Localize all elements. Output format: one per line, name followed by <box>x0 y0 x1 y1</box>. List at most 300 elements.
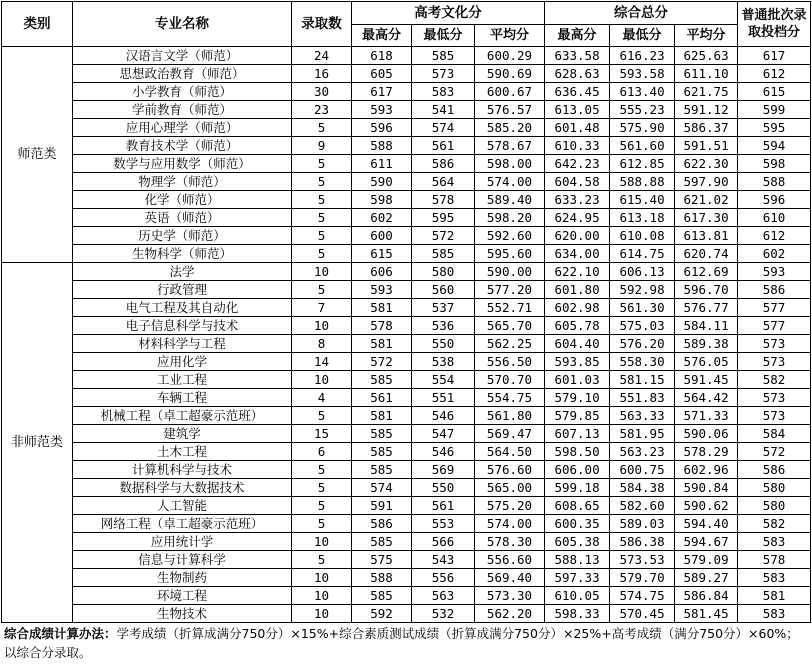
admission-score-table <box>1 1 811 623</box>
major-cell: 生物科学（师范） <box>73 245 292 263</box>
table-row <box>2 299 811 317</box>
gaokao-max-cell: 617 <box>352 83 412 101</box>
admitted-cell: 5 <box>292 461 352 479</box>
gaokao-min-cell: 595 <box>412 209 475 227</box>
composite-max-cell: 608.65 <box>545 497 610 515</box>
line-score-cell: 586 <box>738 281 811 299</box>
composite-avg-cell: 586.37 <box>675 119 738 137</box>
gaokao-max-cell: 585 <box>352 461 412 479</box>
admitted-cell: 5 <box>292 191 352 209</box>
composite-min-cell: 555.23 <box>610 101 675 119</box>
table-row <box>2 173 811 191</box>
composite-avg-cell: 594.40 <box>675 515 738 533</box>
gaokao-min-cell: 550 <box>412 479 475 497</box>
gaokao-max-cell: 572 <box>352 353 412 371</box>
major-cell: 英语（师范） <box>73 209 292 227</box>
gaokao-max-cell: 591 <box>352 497 412 515</box>
gaokao-min-cell: 573 <box>412 65 475 83</box>
composite-min-cell: 563.23 <box>610 443 675 461</box>
admitted-cell: 5 <box>292 245 352 263</box>
admitted-cell: 5 <box>292 407 352 425</box>
gaokao-avg-cell: 598.20 <box>475 209 545 227</box>
admitted-cell: 23 <box>292 101 352 119</box>
gaokao-min-cell: 554 <box>412 371 475 389</box>
gaokao-max-cell: 578 <box>352 317 412 335</box>
table-row <box>2 245 811 263</box>
header-gaokao-avg: 平均分 <box>475 25 545 47</box>
admitted-cell: 10 <box>292 263 352 281</box>
gaokao-max-cell: 575 <box>352 551 412 569</box>
admitted-cell: 5 <box>292 227 352 245</box>
line-score-cell: 580 <box>738 497 811 515</box>
admitted-cell: 10 <box>292 587 352 605</box>
admitted-cell: 5 <box>292 209 352 227</box>
composite-max-cell: 598.50 <box>545 443 610 461</box>
admitted-cell: 10 <box>292 605 352 623</box>
composite-avg-cell: 602.96 <box>675 461 738 479</box>
major-cell: 机械工程（卓工超豪示范班） <box>73 407 292 425</box>
composite-avg-cell: 576.05 <box>675 353 738 371</box>
composite-avg-cell: 591.12 <box>675 101 738 119</box>
composite-min-cell: 616.23 <box>610 47 675 65</box>
gaokao-min-cell: 541 <box>412 101 475 119</box>
gaokao-avg-cell: 554.75 <box>475 389 545 407</box>
gaokao-min-cell: 564 <box>412 173 475 191</box>
gaokao-max-cell: 605 <box>352 65 412 83</box>
gaokao-min-cell: 566 <box>412 533 475 551</box>
line-score-cell: 583 <box>738 533 811 551</box>
composite-min-cell: 563.33 <box>610 407 675 425</box>
composite-avg-cell: 591.51 <box>675 137 738 155</box>
gaokao-avg-cell: 552.71 <box>475 299 545 317</box>
table-row <box>2 209 811 227</box>
line-score-cell: 582 <box>738 371 811 389</box>
gaokao-min-cell: 550 <box>412 335 475 353</box>
line-score-cell: 596 <box>738 191 811 209</box>
header-composite-score: 综合总分 <box>545 2 738 25</box>
line-score-cell: 577 <box>738 299 811 317</box>
header-line-score: 普通批次录取投档分 <box>738 2 811 47</box>
table-row <box>2 605 811 623</box>
admitted-cell: 6 <box>292 443 352 461</box>
major-cell: 建筑学 <box>73 425 292 443</box>
line-score-cell: 581 <box>738 587 811 605</box>
gaokao-avg-cell: 565.70 <box>475 317 545 335</box>
gaokao-avg-cell: 590.00 <box>475 263 545 281</box>
composite-min-cell: 614.75 <box>610 245 675 263</box>
admitted-cell: 15 <box>292 425 352 443</box>
composite-max-cell: 633.23 <box>545 191 610 209</box>
composite-max-cell: 605.38 <box>545 533 610 551</box>
composite-avg-cell: 611.10 <box>675 65 738 83</box>
composite-avg-cell: 581.45 <box>675 605 738 623</box>
gaokao-max-cell: 585 <box>352 587 412 605</box>
gaokao-min-cell: 585 <box>412 245 475 263</box>
gaokao-avg-cell: 595.60 <box>475 245 545 263</box>
gaokao-max-cell: 585 <box>352 443 412 461</box>
gaokao-avg-cell: 561.80 <box>475 407 545 425</box>
composite-avg-cell: 591.45 <box>675 371 738 389</box>
composite-avg-cell: 590.06 <box>675 425 738 443</box>
composite-min-cell: 575.03 <box>610 317 675 335</box>
gaokao-min-cell: 553 <box>412 515 475 533</box>
gaokao-max-cell: 586 <box>352 515 412 533</box>
major-cell: 网络工程（卓工超豪示范班） <box>73 515 292 533</box>
gaokao-min-cell: 580 <box>412 263 475 281</box>
line-score-cell: 573 <box>738 407 811 425</box>
gaokao-max-cell: 585 <box>352 425 412 443</box>
gaokao-min-cell: 569 <box>412 461 475 479</box>
admitted-cell: 5 <box>292 173 352 191</box>
major-cell: 化学（师范） <box>73 191 292 209</box>
major-cell: 数据科学与大数据技术 <box>73 479 292 497</box>
major-cell: 学前教育（师范） <box>73 101 292 119</box>
composite-max-cell: 601.03 <box>545 371 610 389</box>
table-row <box>2 407 811 425</box>
gaokao-avg-cell: 574.00 <box>475 173 545 191</box>
major-cell: 应用统计学 <box>73 533 292 551</box>
major-cell: 人工智能 <box>73 497 292 515</box>
gaokao-avg-cell: 556.50 <box>475 353 545 371</box>
major-cell: 材料科学与工程 <box>73 335 292 353</box>
gaokao-min-cell: 532 <box>412 605 475 623</box>
table-row <box>2 83 811 101</box>
admitted-cell: 14 <box>292 353 352 371</box>
table-row <box>2 425 811 443</box>
table-row <box>2 587 811 605</box>
composite-min-cell: 584.38 <box>610 479 675 497</box>
composite-min-cell: 610.08 <box>610 227 675 245</box>
line-score-cell: 583 <box>738 569 811 587</box>
composite-min-cell: 581.15 <box>610 371 675 389</box>
gaokao-min-cell: 583 <box>412 83 475 101</box>
composite-max-cell: 593.85 <box>545 353 610 371</box>
gaokao-avg-cell: 592.60 <box>475 227 545 245</box>
composite-max-cell: 633.58 <box>545 47 610 65</box>
composite-avg-cell: 589.38 <box>675 335 738 353</box>
admitted-cell: 8 <box>292 335 352 353</box>
composite-max-cell: 634.00 <box>545 245 610 263</box>
major-cell: 数学与应用数学（师范） <box>73 155 292 173</box>
line-score-cell: 615 <box>738 83 811 101</box>
admitted-cell: 24 <box>292 47 352 65</box>
gaokao-max-cell: 600 <box>352 227 412 245</box>
composite-max-cell: 598.33 <box>545 605 610 623</box>
composite-avg-cell: 613.81 <box>675 227 738 245</box>
gaokao-max-cell: 588 <box>352 137 412 155</box>
composite-max-cell: 588.13 <box>545 551 610 569</box>
header-admitted: 录取数 <box>292 2 352 47</box>
table-row <box>2 353 811 371</box>
composite-min-cell: 573.53 <box>610 551 675 569</box>
admitted-cell: 5 <box>292 479 352 497</box>
composite-avg-cell: 579.09 <box>675 551 738 569</box>
gaokao-avg-cell: 600.67 <box>475 83 545 101</box>
composite-min-cell: 575.90 <box>610 119 675 137</box>
composite-min-cell: 592.98 <box>610 281 675 299</box>
gaokao-avg-cell: 562.20 <box>475 605 545 623</box>
gaokao-max-cell: 561 <box>352 389 412 407</box>
composite-avg-cell: 564.42 <box>675 389 738 407</box>
gaokao-max-cell: 581 <box>352 335 412 353</box>
composite-min-cell: 613.18 <box>610 209 675 227</box>
gaokao-avg-cell: 574.00 <box>475 515 545 533</box>
gaokao-min-cell: 574 <box>412 119 475 137</box>
major-cell: 物理学（师范） <box>73 173 292 191</box>
major-cell: 生物制药 <box>73 569 292 587</box>
table-row <box>2 137 811 155</box>
calculation-note-title: 综合成绩计算办法： <box>4 626 117 641</box>
admitted-cell: 7 <box>292 299 352 317</box>
line-score-cell: 580 <box>738 479 811 497</box>
gaokao-max-cell: 606 <box>352 263 412 281</box>
table-row <box>2 569 811 587</box>
gaokao-min-cell: 560 <box>412 281 475 299</box>
gaokao-max-cell: 592 <box>352 605 412 623</box>
gaokao-max-cell: 598 <box>352 191 412 209</box>
composite-avg-cell: 596.70 <box>675 281 738 299</box>
major-cell: 小学教育（师范） <box>73 83 292 101</box>
composite-max-cell: 624.95 <box>545 209 610 227</box>
composite-min-cell: 613.40 <box>610 83 675 101</box>
admitted-cell: 5 <box>292 551 352 569</box>
composite-max-cell: 599.18 <box>545 479 610 497</box>
composite-avg-cell: 578.29 <box>675 443 738 461</box>
composite-avg-cell: 590.84 <box>675 479 738 497</box>
gaokao-avg-cell: 576.60 <box>475 461 545 479</box>
table-row <box>2 101 811 119</box>
gaokao-min-cell: 546 <box>412 443 475 461</box>
gaokao-min-cell: 561 <box>412 137 475 155</box>
line-score-cell: 586 <box>738 461 811 479</box>
gaokao-avg-cell: 577.20 <box>475 281 545 299</box>
gaokao-min-cell: 538 <box>412 353 475 371</box>
composite-min-cell: 558.30 <box>610 353 675 371</box>
composite-max-cell: 602.98 <box>545 299 610 317</box>
composite-min-cell: 581.95 <box>610 425 675 443</box>
composite-min-cell: 561.30 <box>610 299 675 317</box>
composite-min-cell: 586.38 <box>610 533 675 551</box>
line-score-cell: 599 <box>738 101 811 119</box>
header-major: 专业名称 <box>73 2 292 47</box>
admitted-cell: 10 <box>292 569 352 587</box>
gaokao-max-cell: 593 <box>352 281 412 299</box>
admitted-cell: 5 <box>292 497 352 515</box>
table-row <box>2 533 811 551</box>
gaokao-avg-cell: 575.20 <box>475 497 545 515</box>
header-composite-min: 最低分 <box>610 25 675 47</box>
composite-avg-cell: 622.30 <box>675 155 738 173</box>
composite-avg-cell: 612.69 <box>675 263 738 281</box>
gaokao-avg-cell: 569.47 <box>475 425 545 443</box>
table-row <box>2 191 811 209</box>
gaokao-avg-cell: 565.00 <box>475 479 545 497</box>
gaokao-min-cell: 563 <box>412 587 475 605</box>
gaokao-min-cell: 547 <box>412 425 475 443</box>
gaokao-max-cell: 618 <box>352 47 412 65</box>
table-row <box>2 155 811 173</box>
composite-min-cell: 582.60 <box>610 497 675 515</box>
gaokao-min-cell: 585 <box>412 47 475 65</box>
gaokao-max-cell: 585 <box>352 371 412 389</box>
composite-max-cell: 620.00 <box>545 227 610 245</box>
composite-max-cell: 613.05 <box>545 101 610 119</box>
gaokao-max-cell: 615 <box>352 245 412 263</box>
composite-avg-cell: 625.63 <box>675 47 738 65</box>
admitted-cell: 10 <box>292 317 352 335</box>
gaokao-min-cell: 572 <box>412 227 475 245</box>
composite-max-cell: 610.33 <box>545 137 610 155</box>
composite-avg-cell: 576.77 <box>675 299 738 317</box>
composite-min-cell: 574.75 <box>610 587 675 605</box>
gaokao-avg-cell: 569.40 <box>475 569 545 587</box>
line-score-cell: 595 <box>738 119 811 137</box>
composite-avg-cell: 621.02 <box>675 191 738 209</box>
major-cell: 教育技术学（师范） <box>73 137 292 155</box>
header-gaokao-max: 最高分 <box>352 25 412 47</box>
gaokao-max-cell: 596 <box>352 119 412 137</box>
table-row <box>2 119 811 137</box>
major-cell: 车辆工程 <box>73 389 292 407</box>
gaokao-max-cell: 611 <box>352 155 412 173</box>
table-row <box>2 371 811 389</box>
composite-avg-cell: 584.11 <box>675 317 738 335</box>
gaokao-avg-cell: 589.40 <box>475 191 545 209</box>
line-score-cell: 610 <box>738 209 811 227</box>
line-score-cell: 577 <box>738 317 811 335</box>
composite-min-cell: 600.75 <box>610 461 675 479</box>
table-row <box>2 227 811 245</box>
header-gaokao-score: 高考文化分 <box>352 2 545 25</box>
gaokao-max-cell: 590 <box>352 173 412 191</box>
category-cell: 非师范类 <box>2 263 73 623</box>
major-cell: 电气工程及其自动化 <box>73 299 292 317</box>
composite-max-cell: 597.33 <box>545 569 610 587</box>
gaokao-min-cell: 556 <box>412 569 475 587</box>
line-score-cell: 593 <box>738 263 811 281</box>
table-row <box>2 65 811 83</box>
gaokao-avg-cell: 598.00 <box>475 155 545 173</box>
admitted-cell: 30 <box>292 83 352 101</box>
composite-avg-cell: 621.75 <box>675 83 738 101</box>
line-score-cell: 573 <box>738 353 811 371</box>
header-composite-max: 最高分 <box>545 25 610 47</box>
gaokao-avg-cell: 585.20 <box>475 119 545 137</box>
line-score-cell: 594 <box>738 137 811 155</box>
major-cell: 汉语言文学（师范） <box>73 47 292 65</box>
admitted-cell: 4 <box>292 389 352 407</box>
gaokao-max-cell: 602 <box>352 209 412 227</box>
composite-min-cell: 561.60 <box>610 137 675 155</box>
gaokao-min-cell: 536 <box>412 317 475 335</box>
major-cell: 信息与计算科学 <box>73 551 292 569</box>
major-cell: 计算机科学与技术 <box>73 461 292 479</box>
composite-min-cell: 589.03 <box>610 515 675 533</box>
composite-min-cell: 593.58 <box>610 65 675 83</box>
composite-max-cell: 600.35 <box>545 515 610 533</box>
gaokao-avg-cell: 573.30 <box>475 587 545 605</box>
table-row <box>2 263 811 281</box>
category-cell: 师范类 <box>2 47 73 263</box>
line-score-cell: 572 <box>738 443 811 461</box>
table-row <box>2 389 811 407</box>
gaokao-min-cell: 561 <box>412 497 475 515</box>
gaokao-max-cell: 588 <box>352 569 412 587</box>
line-score-cell: 598 <box>738 155 811 173</box>
composite-max-cell: 642.23 <box>545 155 610 173</box>
composite-max-cell: 622.10 <box>545 263 610 281</box>
composite-avg-cell: 589.27 <box>675 569 738 587</box>
composite-avg-cell: 586.84 <box>675 587 738 605</box>
table-row <box>2 515 811 533</box>
major-cell: 法学 <box>73 263 292 281</box>
gaokao-min-cell: 537 <box>412 299 475 317</box>
table-row <box>2 317 811 335</box>
major-cell: 应用心理学（师范） <box>73 119 292 137</box>
calculation-note <box>4 624 804 662</box>
composite-max-cell: 604.40 <box>545 335 610 353</box>
gaokao-max-cell: 581 <box>352 407 412 425</box>
major-cell: 历史学（师范） <box>73 227 292 245</box>
table-row <box>2 47 811 65</box>
header-composite-avg: 平均分 <box>675 25 738 47</box>
gaokao-min-cell: 551 <box>412 389 475 407</box>
line-score-cell: 612 <box>738 227 811 245</box>
composite-avg-cell: 617.30 <box>675 209 738 227</box>
composite-avg-cell: 571.33 <box>675 407 738 425</box>
gaokao-avg-cell: 590.69 <box>475 65 545 83</box>
gaokao-max-cell: 585 <box>352 533 412 551</box>
composite-avg-cell: 590.62 <box>675 497 738 515</box>
gaokao-min-cell: 546 <box>412 407 475 425</box>
admitted-cell: 5 <box>292 515 352 533</box>
line-score-cell: 573 <box>738 389 811 407</box>
major-cell: 电子信息科学与技术 <box>73 317 292 335</box>
composite-max-cell: 606.00 <box>545 461 610 479</box>
composite-avg-cell: 597.90 <box>675 173 738 191</box>
line-score-cell: 612 <box>738 65 811 83</box>
table-row <box>2 479 811 497</box>
composite-max-cell: 604.58 <box>545 173 610 191</box>
composite-max-cell: 628.63 <box>545 65 610 83</box>
admitted-cell: 16 <box>292 65 352 83</box>
composite-min-cell: 579.70 <box>610 569 675 587</box>
gaokao-min-cell: 578 <box>412 191 475 209</box>
line-score-cell: 582 <box>738 515 811 533</box>
line-score-cell: 573 <box>738 335 811 353</box>
line-score-cell: 578 <box>738 551 811 569</box>
table-row <box>2 443 811 461</box>
table-row <box>2 461 811 479</box>
major-cell: 环境工程 <box>73 587 292 605</box>
gaokao-avg-cell: 570.70 <box>475 371 545 389</box>
composite-min-cell: 612.85 <box>610 155 675 173</box>
major-cell: 思想政治教育（师范） <box>73 65 292 83</box>
gaokao-avg-cell: 556.60 <box>475 551 545 569</box>
calculation-note-text: 学考成绩（折算成满分750分）×15%+综合素质测试成绩（折算成满分750分）×25%+高考成绩（满分750分）×60%；以综合分录取。 <box>4 626 799 660</box>
major-cell: 土木工程 <box>73 443 292 461</box>
admitted-cell: 5 <box>292 155 352 173</box>
admitted-cell: 5 <box>292 281 352 299</box>
gaokao-max-cell: 581 <box>352 299 412 317</box>
composite-max-cell: 605.78 <box>545 317 610 335</box>
composite-max-cell: 601.48 <box>545 119 610 137</box>
table-row <box>2 551 811 569</box>
composite-max-cell: 607.13 <box>545 425 610 443</box>
composite-avg-cell: 594.67 <box>675 533 738 551</box>
gaokao-min-cell: 543 <box>412 551 475 569</box>
composite-max-cell: 636.45 <box>545 83 610 101</box>
